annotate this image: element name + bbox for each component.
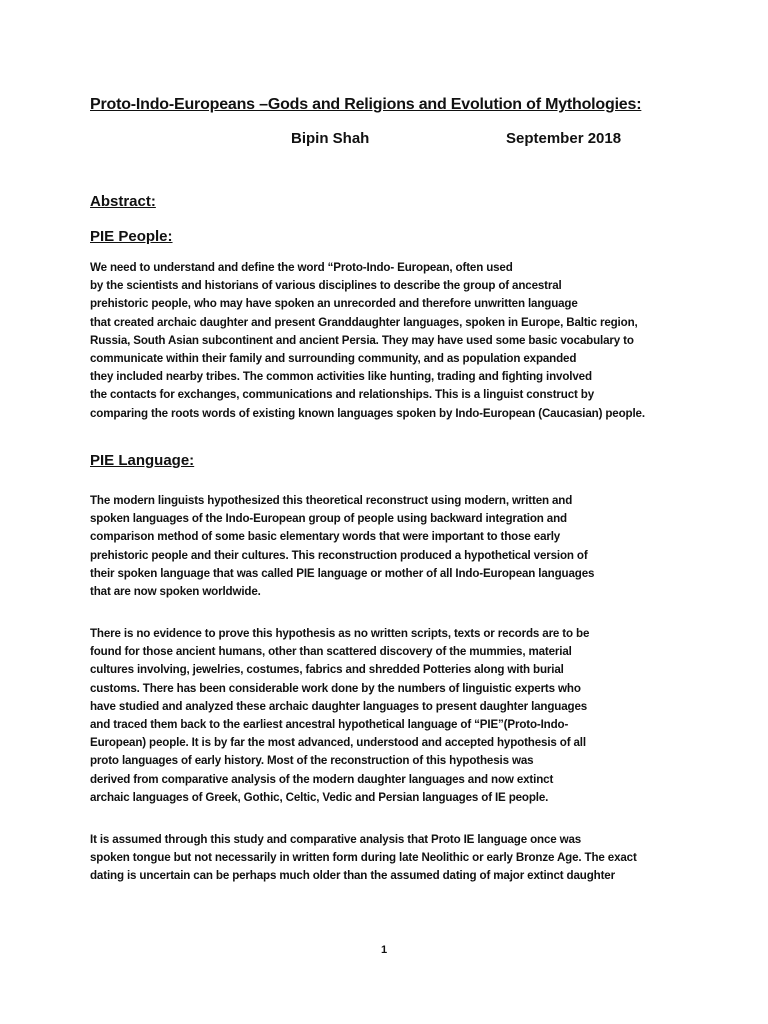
text-line: and traced them back to the earliest ancestral hypothetical language of “PIE”(Proto-Indo- bbox=[90, 718, 569, 732]
text-line: There is no evidence to prove this hypothesis as no written scripts, texts or records are to be bbox=[90, 627, 590, 640]
text-line: the contacts for exchanges, communications and relationships. This is a linguist construct by bbox=[90, 388, 595, 402]
text-line: proto languages of early history. Most of the reconstruction of this hypothesis was bbox=[90, 754, 534, 768]
text-line: archaic languages of Greek, Gothic, Celtic, Vedic and Persian languages of IE people. bbox=[90, 790, 549, 804]
section-heading-pie-people: PIE People: bbox=[90, 228, 173, 245]
paragraph bbox=[90, 831, 690, 886]
page-number: 1 bbox=[380, 944, 388, 956]
text-line: by the scientists and historians of various disciplines to describe the group of ancestral bbox=[90, 279, 562, 293]
paragraph bbox=[90, 259, 690, 423]
text-line: We need to understand and define the word “Proto-Indo- European, often used bbox=[90, 261, 513, 274]
text-line: cultures involving, jewelries, costumes, fabrics and shredded Potteries along with burial bbox=[90, 663, 564, 677]
publication-date: September 2018 bbox=[506, 130, 622, 147]
text-line: comparison method of some basic elementary words that were important to those early bbox=[90, 530, 561, 544]
abstract-heading: Abstract: bbox=[90, 193, 156, 210]
text-line: comparing the roots words of existing known languages spoken by Indo-European (Caucasian) people. bbox=[90, 406, 645, 420]
text-line: prehistoric people, who may have spoken an unrecorded and therefore unwritten language bbox=[90, 297, 578, 311]
text-line: spoken tongue but not necessarily in written form during late Neolithic or early Bronze Age. The exact bbox=[90, 851, 637, 865]
text-line: It is assumed through this study and comparative analysis that Proto IE language once was bbox=[90, 833, 582, 846]
text-line: found for those ancient humans, other than scattered discovery of the mummies, material bbox=[90, 645, 572, 659]
text-line: derived from comparative analysis of the modern daughter languages and now extinct bbox=[90, 772, 554, 786]
paragraph bbox=[90, 625, 690, 807]
text-line: customs. There has been considerable work done by the numbers of linguistic experts who bbox=[90, 681, 581, 695]
text-line: Russia, South Asian subcontinent and ancient Persia. They may have used some basic vocabulary to bbox=[90, 333, 634, 347]
text-line: their spoken language that was called PIE language or mother of all Indo-European languages bbox=[90, 566, 595, 580]
document-title: Proto-Indo-Europeans –Gods and Religions and Evolution of Mythologies: bbox=[90, 96, 642, 113]
text-line: spoken languages of the Indo-European group of people using backward integration and bbox=[90, 512, 567, 526]
paragraph bbox=[90, 492, 690, 601]
text-line: prehistoric people and their cultures. This reconstruction produced a hypothetical version of bbox=[90, 548, 588, 562]
text-line: have studied and analyzed these archaic daughter languages to present daughter languages bbox=[90, 699, 588, 713]
section-heading-pie-language: PIE Language: bbox=[90, 452, 195, 469]
text-line: communicate within their family and surrounding community, and as population expanded bbox=[90, 352, 577, 366]
author-name: Bipin Shah bbox=[291, 130, 370, 147]
text-line: that created archaic daughter and present Granddaughter languages, spoken in Europe, Baltic region, bbox=[90, 315, 638, 329]
text-line: they included nearby tribes. The common activities like hunting, trading and fighting involved bbox=[90, 370, 592, 384]
text-line: dating is uncertain can be perhaps much older than the assumed dating of major extinct daughter bbox=[90, 869, 615, 883]
text-line: European) people. It is by far the most advanced, understood and accepted hypothesis of all bbox=[90, 736, 586, 750]
text-line: The modern linguists hypothesized this theoretical reconstruct using modern, written and bbox=[90, 494, 573, 507]
text-line: that are now spoken worldwide. bbox=[90, 585, 261, 599]
